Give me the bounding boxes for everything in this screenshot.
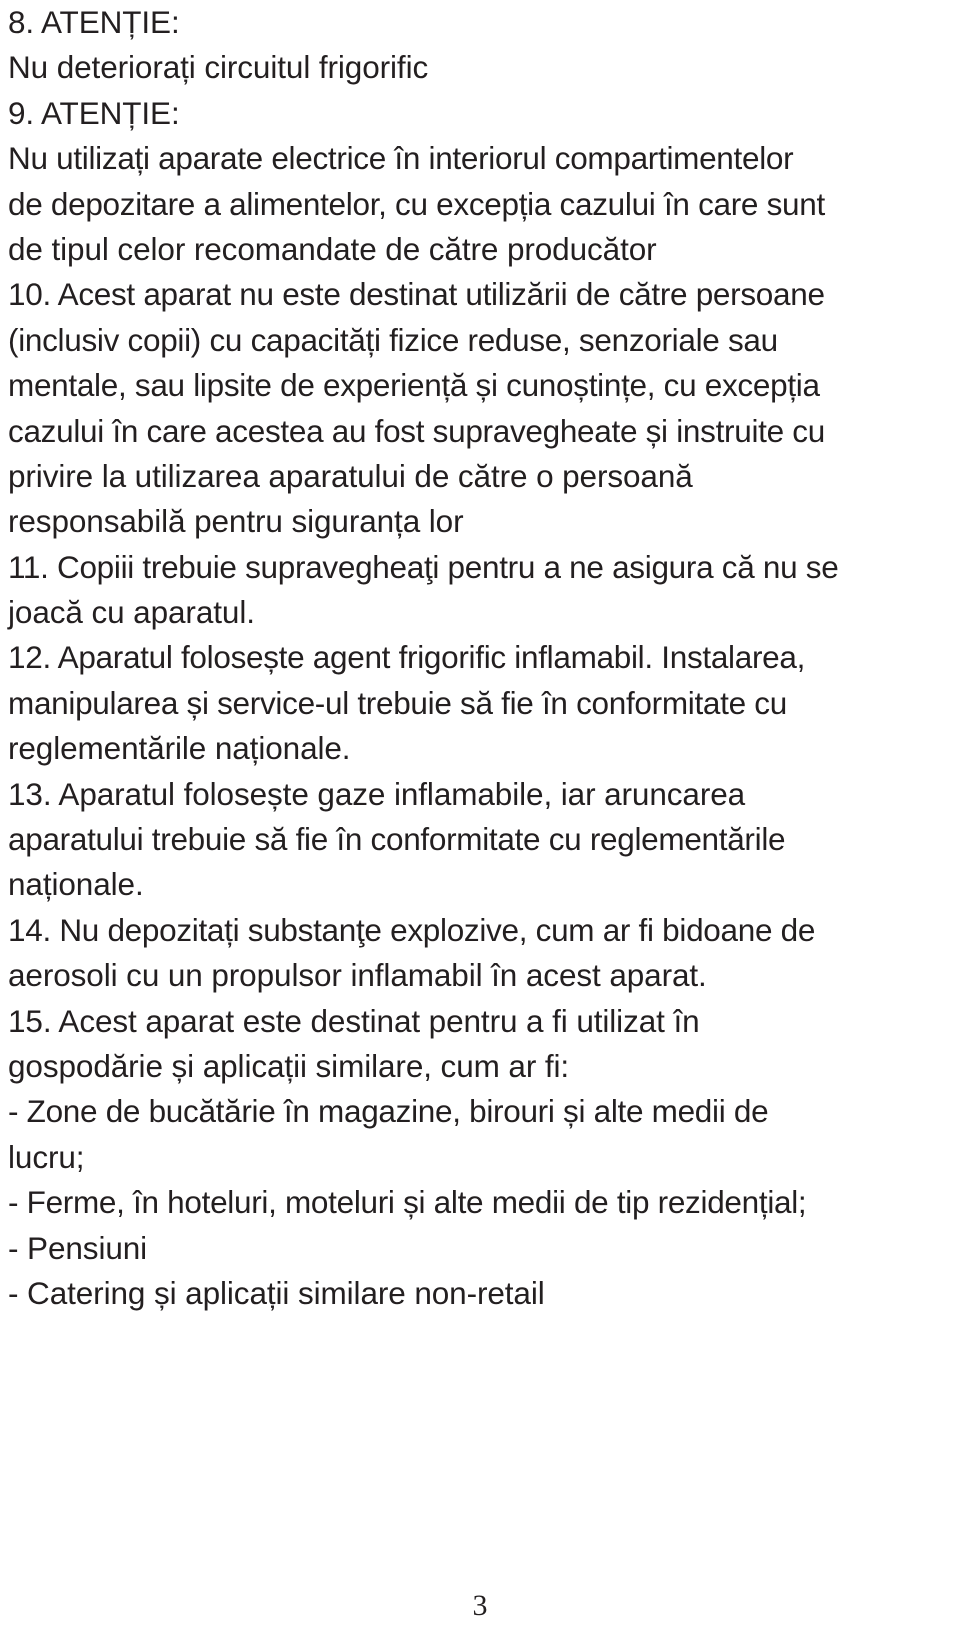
manual-page-body <box>8 0 956 1316</box>
item-15-list-entry-4: - Catering și aplicații similare non-retail <box>8 1274 545 1311</box>
warning-8-heading: 8. ATENȚIE: <box>8 4 180 40</box>
item-14-line-2: aerosoli cu un propulsor inflamabil în acest aparat. <box>8 957 707 994</box>
item-12-line-2: manipularea și service-ul trebuie să fie în conformitate cu <box>8 684 787 721</box>
item-10-line-2: (inclusiv copii) cu capacități fizice reduse, senzoriale sau <box>8 321 778 358</box>
item-15-list-entry-1-line-1: - Zone de bucătărie în magazine, birouri și alte medii de <box>8 1093 769 1130</box>
item-10-line-5: privire la utilizarea aparatului de către o persoană <box>8 457 693 494</box>
item-11-line-2: joacă cu aparatul. <box>8 594 255 631</box>
item-14-line-1: 14. Nu depozitați substanţe explozive, cum ar fi bidoane de <box>8 911 816 948</box>
item-10-line-4: cazului în care acestea au fost supravegheate și instruite cu <box>8 412 825 449</box>
item-13-line-3: naționale. <box>8 866 144 903</box>
warning-9-text-line-2: de depozitare a alimentelor, cu excepția cazului în care sunt <box>8 185 825 222</box>
item-10-line-6: responsabilă pentru siguranța lor <box>8 503 464 540</box>
item-15-list-entry-3: - Pensiuni <box>8 1229 148 1266</box>
warning-9-text-line-1: Nu utilizați aparate electrice în interiorul compartimentelor <box>8 140 794 177</box>
warning-9-text-line-3: de tipul celor recomandate de către producător <box>8 230 657 267</box>
item-15-list-entry-2: - Ferme, în hoteluri, moteluri și alte medii de tip rezidențial; <box>8 1184 807 1221</box>
item-12-line-1: 12. Aparatul folosește agent frigorific inflamabil. Instalarea, <box>8 639 806 676</box>
item-12-line-3: reglementările naționale. <box>8 730 351 767</box>
item-15-line-1: 15. Acest aparat este destinat pentru a fi utilizat în <box>8 1002 700 1039</box>
item-10-line-1: 10. Acest aparat nu este destinat utilizării de către persoane <box>8 276 825 313</box>
item-11-line-1: 11. Copiii trebuie supravegheaţi pentru a ne asigura că nu se <box>8 548 839 585</box>
item-15-list-entry-1-line-2: lucru; <box>8 1138 85 1175</box>
warning-8-text: Nu deteriorați circuitul frigorific <box>8 49 429 86</box>
item-15-line-2: gospodărie și aplicații similare, cum ar fi: <box>8 1047 570 1084</box>
item-13-line-1: 13. Aparatul folosește gaze inflamabile, iar aruncarea <box>8 775 746 812</box>
page-number: 3 <box>472 1589 488 1622</box>
warning-9-heading: 9. ATENȚIE: <box>8 94 180 131</box>
item-10-line-3: mentale, sau lipsite de experiență și cunoștințe, cu excepția <box>8 367 820 404</box>
item-13-line-2: aparatului trebuie să fie în conformitate cu reglementările <box>8 821 786 858</box>
